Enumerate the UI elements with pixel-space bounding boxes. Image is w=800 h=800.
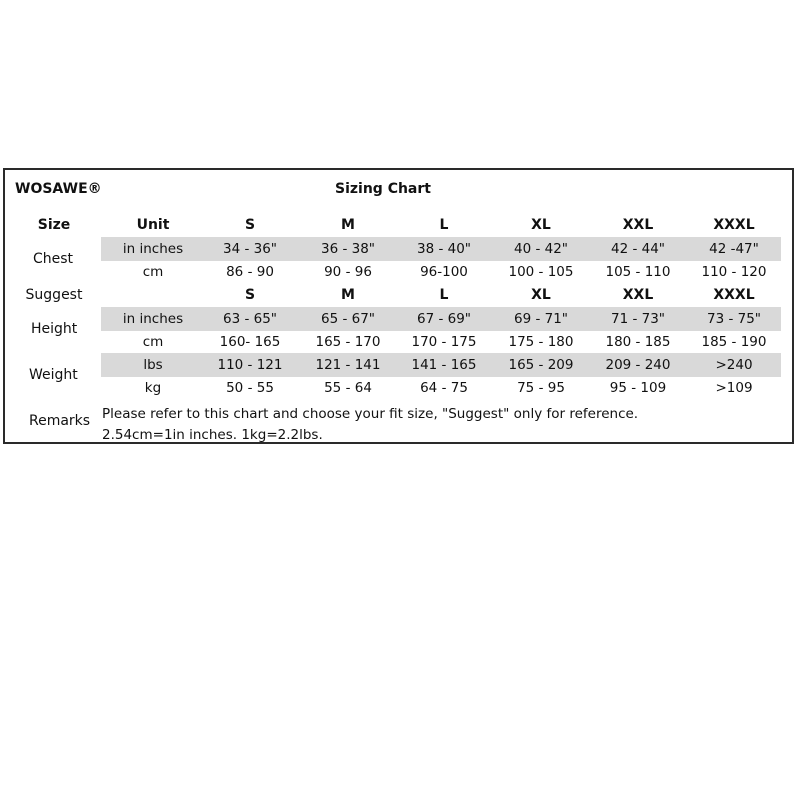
- table-cell: 67 - 69": [416, 311, 472, 327]
- table-cell: 73 - 75": [706, 311, 762, 327]
- chest-label: Chest: [33, 251, 74, 267]
- brand-name: WOSAWE®: [15, 181, 102, 197]
- table-cell: 42 - 44": [610, 241, 666, 257]
- table-cell: 110 - 121: [217, 357, 283, 373]
- table-cell: 185 - 190: [701, 334, 767, 350]
- table-cell: 69 - 71": [513, 311, 569, 327]
- table-cell: 50 - 55: [226, 380, 274, 396]
- table-cell: 64 - 75: [420, 380, 468, 396]
- table-cell: 141 - 165: [411, 357, 477, 373]
- unit-header: Unit: [136, 217, 170, 233]
- table-cell: 42 -47": [709, 241, 759, 257]
- table-cell: 40 - 42": [513, 241, 569, 257]
- table-cell: 165 - 170: [315, 334, 381, 350]
- suggest-size-xxl: XXL: [622, 287, 654, 303]
- table-cell: 175 - 180: [508, 334, 574, 350]
- header-row: [5, 214, 792, 237]
- suggest-size-m: M: [341, 287, 355, 303]
- table-cell: 38 - 40": [416, 241, 472, 257]
- height-label: Height: [31, 321, 78, 337]
- height-cm-row: [5, 331, 792, 354]
- size-xl-header: XL: [531, 217, 551, 233]
- sizing-chart: [3, 168, 794, 444]
- table-cell: >240: [715, 357, 753, 373]
- table-cell: 86 - 90: [226, 264, 274, 280]
- height-inches-row: [5, 308, 792, 331]
- unit-cell: in inches: [122, 311, 184, 327]
- size-header: Size: [37, 217, 71, 233]
- table-cell: 121 - 141: [315, 357, 381, 373]
- table-cell: 63 - 65": [222, 311, 278, 327]
- suggest-row: [5, 284, 792, 307]
- table-cell: 170 - 175: [411, 334, 477, 350]
- table-cell: 90 - 96: [324, 264, 372, 280]
- table-cell: 180 - 185: [605, 334, 671, 350]
- remarks-line-1: Please refer to this chart and choose your fit size, "Suggest" only for reference.: [102, 406, 639, 422]
- unit-cell: cm: [142, 264, 164, 280]
- remarks-line-2: 2.54cm=1in inches. 1kg=2.2lbs.: [102, 427, 323, 443]
- remarks-label: Remarks: [29, 413, 91, 429]
- table-cell: 160- 165: [219, 334, 281, 350]
- chest-cm-row: [5, 261, 792, 284]
- chest-inches-row: [5, 238, 792, 261]
- suggest-size-xl: XL: [531, 287, 551, 303]
- table-cell: 34 - 36": [222, 241, 278, 257]
- unit-cell: in inches: [122, 241, 184, 257]
- remarks-text: [102, 404, 638, 446]
- table-cell: 95 - 109: [609, 380, 667, 396]
- size-xxl-header: XXL: [622, 217, 654, 233]
- table-cell: 105 - 110: [605, 264, 671, 280]
- table-cell: >109: [715, 380, 753, 396]
- table-cell: 75 - 95: [517, 380, 565, 396]
- table-cell: 96-100: [420, 264, 468, 280]
- suggest-size-s: S: [244, 287, 256, 303]
- unit-cell: cm: [142, 334, 164, 350]
- size-s-header: S: [244, 217, 256, 233]
- table-cell: 110 - 120: [701, 264, 767, 280]
- weight-label: Weight: [29, 367, 78, 383]
- weight-kg-row: [5, 377, 792, 400]
- size-m-header: M: [341, 217, 355, 233]
- chart-title: Sizing Chart: [335, 181, 431, 197]
- unit-cell: lbs: [143, 357, 163, 373]
- suggest-label: Suggest: [25, 287, 83, 303]
- table-cell: 36 - 38": [320, 241, 376, 257]
- weight-lbs-row: [5, 354, 792, 377]
- table-cell: 55 - 64: [324, 380, 372, 396]
- suggest-size-l: L: [439, 287, 449, 303]
- table-cell: 71 - 73": [610, 311, 666, 327]
- table-cell: 209 - 240: [605, 357, 671, 373]
- table-cell: 65 - 67": [320, 311, 376, 327]
- size-l-header: L: [439, 217, 449, 233]
- table-cell: 165 - 209: [508, 357, 574, 373]
- unit-cell: kg: [144, 380, 162, 396]
- size-xxxl-header: XXXL: [713, 217, 755, 233]
- suggest-size-xxxl: XXXL: [713, 287, 755, 303]
- table-cell: 100 - 105: [508, 264, 574, 280]
